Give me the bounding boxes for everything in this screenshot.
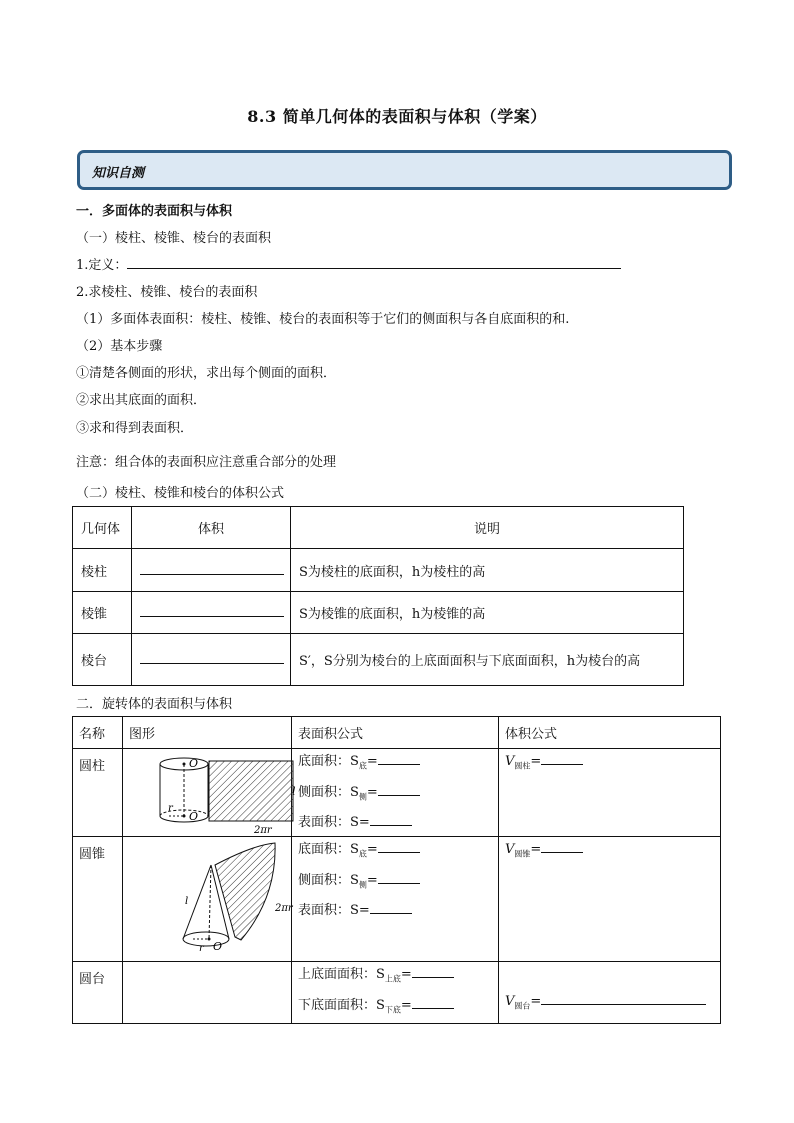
row-desc: S为棱锥的底面积，h为棱锥的高 bbox=[291, 592, 684, 634]
row-name: 圆锥 bbox=[73, 837, 123, 962]
table-row bbox=[73, 549, 684, 592]
answer-blank[interactable] bbox=[412, 967, 454, 978]
lateral-surface-rect bbox=[209, 761, 293, 821]
formula-line: 底面积：$S_底=$ bbox=[298, 837, 498, 868]
label-o: O bbox=[189, 810, 199, 823]
step-3: ③求和得到表面积． bbox=[76, 421, 194, 436]
answer-blank[interactable] bbox=[378, 842, 420, 853]
answer-blank[interactable] bbox=[378, 754, 420, 765]
row-name: 棱锥 bbox=[73, 592, 132, 634]
volume-blank[interactable] bbox=[140, 562, 284, 575]
cone-axis bbox=[209, 865, 211, 939]
formula-line: 上底面面积：$S_{上底}=$ bbox=[298, 962, 498, 993]
header-cell: 名称 bbox=[73, 717, 123, 749]
banner-label: 知识自测 bbox=[92, 166, 145, 181]
label-2pir: 2πr bbox=[254, 825, 272, 836]
volume-formula: $V_{圆台}=$ bbox=[499, 962, 721, 1024]
answer-blank[interactable] bbox=[541, 842, 583, 853]
section-banner bbox=[77, 150, 732, 190]
cone-figure bbox=[123, 837, 293, 957]
volume-cell bbox=[132, 592, 291, 634]
label-l: l bbox=[185, 896, 189, 908]
label-o: O bbox=[189, 757, 199, 770]
header-cell: 表面积公式 bbox=[292, 717, 499, 749]
subheading-surface-area: （一）棱柱、棱锥、棱台的表面积 bbox=[76, 231, 272, 246]
answer-blank[interactable] bbox=[370, 815, 412, 826]
step-1: ①清楚各侧面的形状，求出每个侧面的面积． bbox=[76, 366, 337, 381]
formula-line: 侧面积：$S_侧=$ bbox=[298, 868, 498, 899]
section-heading-solids-of-revolution: 二．旋转体的表面积与体积 bbox=[76, 697, 233, 712]
row-desc: S为棱柱的底面积，h为棱柱的高 bbox=[291, 549, 684, 592]
item-2: 2.求棱柱、棱锥、棱台的表面积 bbox=[76, 285, 258, 300]
table-row bbox=[73, 749, 721, 837]
figure-cell bbox=[123, 962, 292, 1024]
label-2pir: 2πr bbox=[275, 903, 293, 915]
answer-blank[interactable] bbox=[378, 873, 420, 884]
label-o: O bbox=[213, 940, 223, 954]
label-l: l bbox=[292, 785, 296, 798]
formula-line: 表面积：S= bbox=[298, 810, 498, 836]
header-cell: 体积公式 bbox=[499, 717, 721, 749]
volume-cell bbox=[132, 549, 291, 592]
subheading-volume: （二）棱柱、棱锥和棱台的体积公式 bbox=[76, 486, 285, 501]
surface-formulas bbox=[292, 837, 499, 962]
table-row bbox=[73, 634, 684, 686]
volume-blank[interactable] bbox=[140, 651, 284, 664]
row-name: 圆台 bbox=[73, 962, 123, 1024]
row-name: 棱柱 bbox=[73, 549, 132, 592]
header-cell: 图形 bbox=[123, 717, 292, 749]
surface-formulas bbox=[292, 962, 499, 1024]
table-header-row bbox=[73, 507, 684, 549]
row-name: 圆柱 bbox=[73, 749, 123, 837]
volume-cell bbox=[132, 634, 291, 686]
definition-label: 1.定义： bbox=[76, 258, 128, 273]
answer-blank[interactable] bbox=[541, 754, 583, 765]
cone-center bbox=[208, 938, 211, 941]
cylinder-figure bbox=[123, 749, 296, 836]
row-desc: S′，S分别为棱台的上底面面积与下底面面积，h为棱台的高 bbox=[291, 634, 684, 686]
section-heading-polyhedra: 一．多面体的表面积与体积 bbox=[76, 204, 233, 219]
formula-line: 侧面积：$S_侧=$ bbox=[298, 780, 498, 811]
center-bottom bbox=[183, 815, 186, 818]
page-title: 8.3 简单几何体的表面积与体积（学案） bbox=[247, 107, 547, 126]
note: 注意：组合体的表面积应注意重合部分的处理 bbox=[76, 455, 337, 470]
definition-line bbox=[76, 254, 621, 273]
polyhedra-volume-table bbox=[72, 506, 684, 686]
header-cell: 体积 bbox=[132, 507, 291, 549]
answer-blank[interactable] bbox=[541, 994, 706, 1005]
volume-formula: $V_{圆柱}=$ bbox=[499, 749, 721, 837]
cone-lateral-sector bbox=[215, 843, 275, 940]
table-row bbox=[73, 962, 721, 1024]
formula-line: 表面积：S= bbox=[298, 898, 498, 924]
figure-cell bbox=[123, 837, 292, 962]
formula-line: 底面积：$S_底=$ bbox=[298, 749, 498, 780]
label-r: r bbox=[168, 803, 173, 814]
table-row bbox=[73, 592, 684, 634]
surface-formulas bbox=[292, 749, 499, 837]
answer-blank[interactable] bbox=[370, 903, 412, 914]
header-cell: 说明 bbox=[291, 507, 684, 549]
answer-blank[interactable] bbox=[412, 998, 454, 1009]
formula-line: 下底面面积：$S_{下底}=$ bbox=[298, 993, 498, 1024]
header-cell: 几何体 bbox=[73, 507, 132, 549]
answer-blank[interactable] bbox=[378, 785, 420, 796]
table-row bbox=[73, 837, 721, 962]
revolution-table bbox=[72, 716, 721, 1024]
step-2: ②求出其底面的面积． bbox=[76, 393, 207, 408]
definition-blank[interactable] bbox=[127, 256, 621, 269]
paragraph-1: （1）多面体表面积：棱柱、棱锥、棱台的表面积等于它们的侧面积与各自底面积的和. bbox=[76, 312, 570, 327]
volume-blank[interactable] bbox=[140, 604, 284, 617]
center-top bbox=[183, 763, 186, 766]
label-r: r bbox=[199, 943, 204, 955]
figure-cell bbox=[123, 749, 296, 837]
volume-formula: $V_{圆锥}=$ bbox=[499, 837, 721, 962]
row-name: 棱台 bbox=[73, 634, 132, 686]
table-header-row bbox=[73, 717, 721, 749]
paragraph-2: （2）基本步骤 bbox=[76, 339, 163, 354]
